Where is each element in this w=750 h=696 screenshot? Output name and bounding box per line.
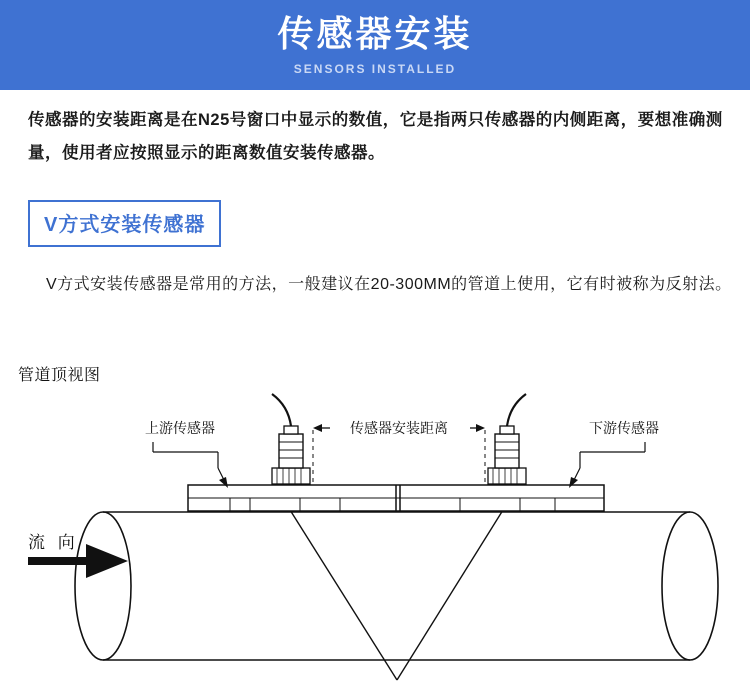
page-title: 传感器安装 — [277, 13, 473, 55]
upstream-leader-line — [153, 442, 228, 488]
figure-caption: 管道顶视图 — [18, 367, 101, 384]
downstream-leader-line — [569, 442, 645, 488]
v-beam-path — [285, 502, 508, 680]
upstream-sensor-label: 上游传感器 — [145, 420, 215, 436]
flow-direction-label: 流 向 — [28, 533, 79, 552]
install-distance-label: 传感器安装距离 — [350, 420, 448, 436]
downstream-sensor-device — [488, 394, 526, 484]
page-header-banner — [0, 0, 750, 90]
upstream-sensor-device — [272, 394, 310, 484]
page-subtitle: SENSORS INSTALLED — [293, 61, 457, 76]
section-heading: V方式安装传感器 — [28, 200, 221, 247]
downstream-sensor-label: 下游传感器 — [589, 420, 659, 436]
mounting-rail — [188, 485, 604, 511]
pipe-diagram — [0, 390, 750, 696]
intro-paragraph: 传感器的安装距离是在N25号窗口中显示的数值，它是指两只传感器的内侧距离，要想准确测量，使用者应按照显示的距离数值安装传感器。 — [28, 111, 723, 162]
pipe-body — [75, 512, 718, 660]
section-body-text: V方式安装传感器是常用的方法，一般建议在20-300MM的管道上使用，它有时被称为反射法。 — [46, 276, 732, 293]
